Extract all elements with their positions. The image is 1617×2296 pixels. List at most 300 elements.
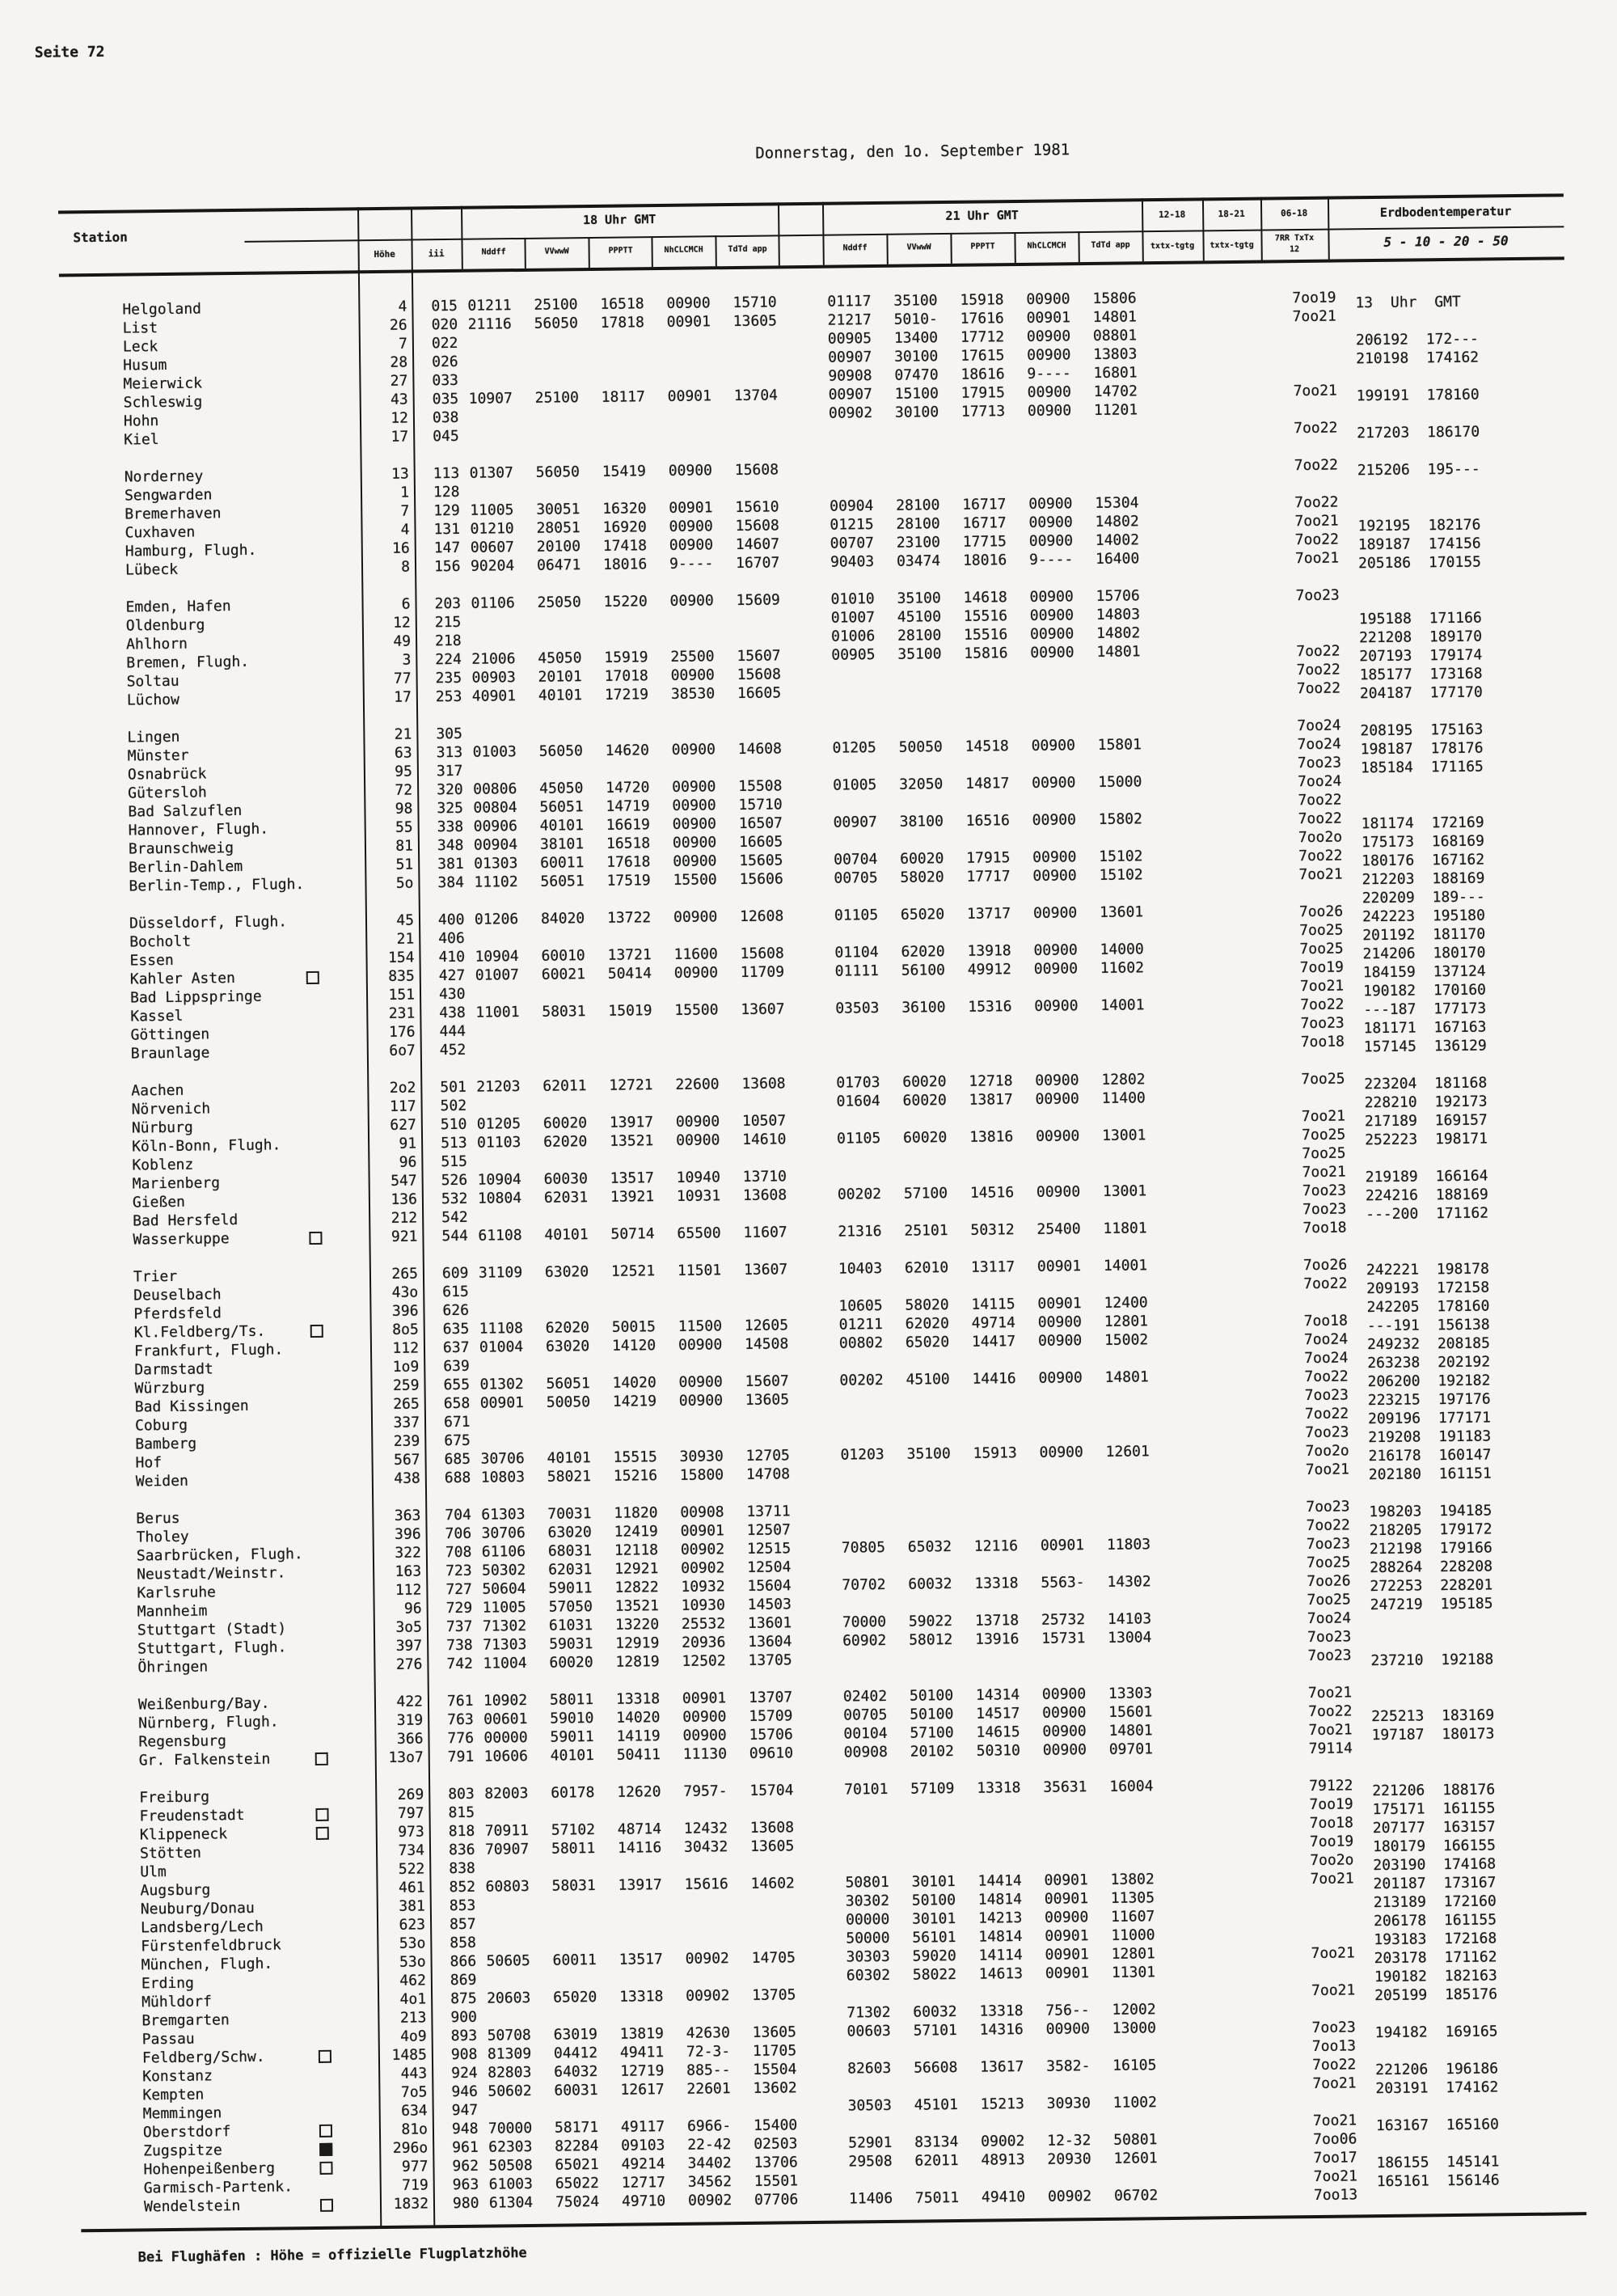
station-index: 815 [448, 1803, 475, 1822]
station-index: 348 [437, 836, 464, 855]
station-height: 1832 [393, 2195, 429, 2213]
precip-maxtemp-group: 7oo18 [1303, 1312, 1348, 1330]
station-index: 838 [449, 1859, 475, 1878]
soil-temperature: 205186 170155 [1357, 553, 1482, 573]
obs-18utc: 10804 62031 13921 10931 13608 [477, 1186, 787, 1207]
station-height: 797 [397, 1804, 424, 1822]
obs-21utc: 90403 03474 18016 9---- 16400 [830, 550, 1140, 571]
station-name: Nürnberg, Flugh. [138, 1713, 279, 1732]
station-name: Stuttgart, Flugh. [137, 1638, 287, 1658]
station-name: Osnabrück [127, 765, 207, 784]
precip-maxtemp-group: 7oo22 [1296, 679, 1341, 698]
obs-21utc: 01604 60020 13817 00900 11400 [836, 1089, 1146, 1110]
obs-21utc: 00000 30101 14213 00900 11607 [845, 1908, 1155, 1929]
station-name: Deuselbach [133, 1286, 222, 1304]
station-index: 156 [433, 557, 461, 576]
station-height: 422 [396, 1693, 424, 1710]
col-18-21-label: 18-21 [1218, 208, 1245, 220]
station-name: Münster [127, 746, 189, 765]
station-index: 836 [448, 1841, 475, 1859]
station-index: 427 [438, 966, 466, 985]
soil-temperature: 180176 167162 [1362, 851, 1485, 870]
obs-21utc: 00907 15100 17915 00900 14702 [828, 383, 1138, 404]
soil-temperature: 175173 168169 [1361, 832, 1484, 852]
precip-maxtemp-group: 7oo21 [1305, 1461, 1350, 1479]
obs-18utc: 61003 65022 12717 34562 15501 [488, 2172, 799, 2193]
station-index: 513 [441, 1134, 467, 1152]
precip-maxtemp-group: 7oo23 [1305, 1423, 1349, 1442]
obs-21utc: 03503 36100 15316 00900 14001 [835, 996, 1145, 1017]
station-name: Gießen [132, 1193, 186, 1211]
station-index: 501 [440, 1078, 467, 1097]
station-height: 17 [391, 428, 409, 446]
obs-21utc: 01105 65020 13717 00900 13601 [834, 903, 1144, 924]
station-name: Erding [141, 1974, 195, 1993]
obs-18utc: 10803 58021 15216 15800 14708 [480, 1465, 791, 1486]
station-name: Neuburg/Donau [140, 1899, 255, 1918]
station-index: 020 [431, 315, 458, 334]
obs-18utc: 00903 20101 17018 00900 15608 [471, 666, 781, 687]
obs-18utc: 40901 40101 17219 38530 16605 [471, 684, 782, 705]
station-index: 502 [440, 1097, 467, 1115]
soil-temperature: 225213 183169 [1371, 1706, 1495, 1726]
station-name: Würzburg [134, 1379, 205, 1397]
precip-maxtemp-group: 7oo23 [1297, 754, 1342, 772]
station-name: Braunschweig [128, 839, 234, 858]
station-index: 763 [447, 1710, 474, 1729]
obs-18utc: 00601 59010 14020 00900 15709 [483, 1707, 793, 1728]
soil-temperature: 186155 145141 [1376, 2153, 1500, 2172]
station-name: Kahler Asten [129, 970, 235, 988]
station-name: Mühldorf [141, 1993, 212, 2011]
precip-maxtemp-group: 7oo06 [1313, 2130, 1357, 2148]
weather-observation-table [58, 193, 1564, 2216]
station-name: Kl.Feldberg/Ts. [133, 1322, 266, 1342]
precip-maxtemp-group: 7oo19 [1309, 1833, 1354, 1851]
station-index: 253 [435, 687, 462, 706]
precip-maxtemp-group: 7oo22 [1304, 1368, 1349, 1386]
precip-maxtemp-group: 7oo23 [1304, 1386, 1349, 1405]
sub-ppptt-18: PPPTT [608, 246, 633, 256]
obs-18utc: 61304 75024 49710 00902 07706 [488, 2191, 799, 2212]
precip-maxtemp-group: 79114 [1308, 1740, 1353, 1758]
precip-maxtemp-group: 7oo21 [1302, 1163, 1346, 1182]
station-name: Stuttgart (Stadt) [137, 1620, 287, 1639]
station-height: 7 [400, 502, 410, 520]
station-index: 866 [450, 1952, 477, 1971]
soil-temperature: 263238 202192 [1367, 1353, 1491, 1372]
erdboden-depths-label: 5 - 10 - 20 - 50 [1383, 233, 1509, 250]
header-rule-21end [1142, 198, 1144, 261]
soil-temperature: 207193 179174 [1359, 646, 1483, 666]
precip-maxtemp-group: 7oo2o [1310, 1851, 1354, 1870]
station-marker-square-icon [306, 971, 319, 984]
precip-maxtemp-group: 7oo19 [1309, 1795, 1353, 1814]
precip-maxtemp-group: 7oo21 [1313, 2167, 1357, 2185]
station-name: Kassel [130, 1007, 184, 1025]
obs-21utc: 30503 45101 15213 30930 11002 [847, 2094, 1158, 2115]
obs-18utc: 70907 58011 14116 30432 13605 [484, 1837, 795, 1858]
station-index: 542 [441, 1208, 468, 1227]
station-height: 16 [391, 539, 410, 557]
precip-maxtemp-group: 7oo22 [1312, 2056, 1357, 2074]
station-index: 224 [435, 650, 462, 669]
soil-temperature: 212203 188169 [1362, 869, 1485, 889]
station-name: Lübeck [125, 560, 179, 579]
precip-maxtemp-group: 7oo25 [1301, 1126, 1346, 1144]
precip-maxtemp-group: 7oo22 [1300, 996, 1345, 1014]
station-height: 461 [398, 1879, 425, 1896]
obs-18utc: 00804 56051 14719 00900 15710 [473, 796, 783, 817]
precip-maxtemp-group: 7oo21 [1307, 1684, 1353, 1702]
station-height: 17 [394, 688, 412, 706]
station-index: 671 [443, 1413, 471, 1431]
soil-temperature: 206200 192182 [1367, 1372, 1491, 1391]
precip-maxtemp-group: 7oo23 [1307, 1647, 1352, 1665]
group-18utc-label: 18 Uhr GMT [582, 212, 657, 228]
soil-temperature: 157145 136129 [1363, 1037, 1487, 1056]
obs-21utc: 01215 28100 16717 00900 14802 [830, 513, 1139, 534]
station-height: 734 [398, 1841, 425, 1859]
station-index: 852 [449, 1878, 476, 1896]
precip-maxtemp-group: 7oo23 [1311, 2019, 1356, 2037]
obs-18utc: 01307 56050 15419 00900 15608 [469, 461, 779, 482]
obs-18utc: 01302 56051 14020 00900 15607 [479, 1372, 789, 1393]
obs-18utc: 01303 60011 17618 00900 15605 [474, 852, 783, 873]
station-name: Konstanz [142, 2067, 213, 2086]
soil-temperature: 190182 170160 [1362, 981, 1487, 1000]
station-height: 337 [393, 1414, 420, 1431]
station-index: 338 [437, 818, 464, 836]
station-height: 51 [395, 856, 414, 873]
obs-21utc: 70000 59022 13718 25732 14103 [842, 1610, 1152, 1631]
station-index: 626 [442, 1301, 470, 1320]
precip-maxtemp-group: 7oo23 [1306, 1535, 1351, 1554]
station-index: 658 [443, 1394, 471, 1413]
station-height: 276 [395, 1655, 423, 1673]
obs-18utc: 61108 40101 50714 65500 11607 [478, 1224, 787, 1245]
precip-maxtemp-group: 7oo17 [1313, 2149, 1357, 2167]
soil-temperature: 197187 180173 [1371, 1725, 1495, 1744]
station-index: 803 [448, 1785, 475, 1803]
station-index: 961 [452, 2138, 479, 2157]
station-name: Helgoland [122, 300, 202, 319]
table-rows [59, 284, 1586, 2217]
station-height: 151 [388, 986, 416, 1004]
obs-21utc: 00904 28100 16717 00900 15304 [830, 494, 1139, 515]
station-index: 869 [450, 1971, 477, 1989]
precip-maxtemp-group: 7oo21 [1301, 1107, 1346, 1126]
obs-21utc: 21217 5010- 17616 00901 14801 [827, 308, 1137, 329]
station-name: Weiden [135, 1472, 188, 1490]
station-index: 235 [435, 669, 462, 687]
station-name: Oldenburg [125, 616, 205, 635]
station-height: 1485 [391, 2046, 428, 2064]
soil-temperature: 203191 174162 [1375, 2078, 1499, 2098]
precip-maxtemp-group: 7oo24 [1303, 1330, 1349, 1349]
station-height: 112 [392, 1339, 420, 1357]
obs-18utc: 50605 60011 13517 00902 14705 [486, 1949, 796, 1970]
station-index: 962 [452, 2157, 479, 2175]
station-height: 634 [401, 2102, 428, 2120]
station-index: 875 [450, 1989, 477, 2008]
station-height: 63 [394, 744, 412, 762]
station-name: Mannheim [137, 1602, 208, 1621]
obs-18utc: 11005 57050 13521 10930 14503 [482, 1596, 792, 1617]
station-name: München, Flugh. [141, 1955, 273, 1974]
station-height: 53o [399, 1934, 426, 1952]
precip-maxtemp-group: 7oo25 [1307, 1591, 1351, 1609]
soil-temperature: 185184 171165 [1360, 758, 1484, 777]
soil-temperature: 219208 191183 [1368, 1427, 1492, 1447]
precip-maxtemp-group: 7oo23 [1295, 586, 1340, 605]
precip-maxtemp-group: 7oo13 [1313, 2186, 1358, 2204]
precip-maxtemp-group: 7oo21 [1311, 1981, 1356, 2000]
station-marker-square-icon [320, 2199, 333, 2212]
group-21utc-label: 21 Uhr GMT [945, 207, 1019, 224]
station-height: 117 [389, 1097, 416, 1115]
obs-18utc: 82003 60178 12620 7957- 15704 [484, 1782, 794, 1803]
precip-maxtemp-group: 7oo25 [1299, 940, 1344, 958]
obs-21utc: 00705 58020 17717 00900 15102 [834, 866, 1143, 887]
obs-21utc: 01104 62020 13918 00900 14000 [834, 941, 1144, 962]
obs-18utc: 10907 25100 18117 00901 13704 [468, 387, 779, 408]
station-height: 45 [396, 911, 415, 929]
soil-temperature: 204187 177170 [1359, 683, 1483, 703]
soil-temperature: 217189 169157 [1364, 1111, 1488, 1131]
station-height: 381 [399, 1897, 425, 1915]
station-name: Sengwarden [124, 486, 213, 505]
station-name: Bad Kissingen [134, 1397, 249, 1416]
obs-18utc: 00904 38101 16518 00900 16605 [473, 833, 783, 854]
sub-nddff-21: Nddff [842, 243, 868, 253]
station-name: Lingen [127, 728, 180, 746]
precip-maxtemp-group: 7oo21 [1311, 1944, 1355, 1963]
station-name: Lüchow [126, 691, 180, 709]
header-bottom-rule [59, 256, 1564, 277]
station-name: Bad Salzuflen [128, 801, 243, 821]
station-name: Klippeneck [139, 1825, 228, 1844]
station-name: Norderney [124, 467, 204, 486]
station-name: Marienberg [132, 1174, 221, 1193]
date-heading: Donnerstag, den 1o. September 1981 [755, 141, 1070, 163]
station-index: 688 [444, 1469, 471, 1487]
obs-18utc: 50602 60031 12617 22601 13602 [488, 2079, 797, 2100]
obs-21utc: 01007 45100 15516 00900 14803 [830, 606, 1141, 627]
station-index: 727 [445, 1580, 473, 1599]
station-height: 322 [395, 1544, 421, 1562]
station-name: Wendelstein [143, 2197, 241, 2216]
obs-18utc: 81309 04412 49411 72-3- 11705 [487, 2042, 797, 2063]
station-name: Hohenpeißenberg [143, 2159, 276, 2179]
station-name: Oberstdorf [142, 2123, 231, 2142]
station-index: 510 [440, 1115, 467, 1134]
obs-18utc: 90204 06471 18016 9---- 16707 [470, 554, 780, 575]
station-index: 948 [451, 2120, 479, 2138]
obs-18utc: 62303 82284 09103 22-42 02503 [488, 2135, 798, 2156]
soil-temperature: 192195 182176 [1357, 516, 1481, 535]
obs-21utc: 60302 58022 14613 00901 11301 [846, 1964, 1156, 1985]
station-height: 8o5 [392, 1321, 419, 1338]
station-index: 857 [449, 1915, 476, 1934]
station-index: 818 [448, 1822, 475, 1841]
station-index: 980 [452, 2194, 479, 2213]
station-name: Freudenstadt [139, 1806, 245, 1825]
soil-temperature: 223215 197176 [1367, 1390, 1491, 1410]
obs-18utc: 11004 60020 12819 12502 13705 [483, 1651, 792, 1672]
station-height: 95 [395, 763, 413, 780]
station-index: 038 [432, 408, 459, 427]
station-name: Weißenburg/Bay. [137, 1694, 270, 1714]
obs-18utc: 00000 59011 14119 00900 15706 [483, 1726, 793, 1747]
station-index: 026 [432, 353, 458, 371]
soil-temperature: 213189 172160 [1373, 1892, 1497, 1912]
station-name: Aachen [131, 1081, 184, 1100]
obs-21utc: 00905 13400 17712 00900 08801 [827, 327, 1138, 348]
precip-maxtemp-group: 7oo21 [1299, 977, 1345, 996]
precip-maxtemp-group: 7oo23 [1300, 1014, 1345, 1033]
station-name: Zugspitze [143, 2142, 222, 2160]
precip-maxtemp-group: 7oo26 [1302, 1256, 1348, 1275]
station-name: Braunlage [130, 1044, 210, 1063]
obs-21utc: 01203 35100 15913 00900 12601 [840, 1443, 1150, 1464]
obs-18utc: 50708 63019 13819 42630 13605 [487, 2023, 797, 2044]
station-index: 908 [450, 2045, 478, 2064]
station-index: 410 [438, 948, 466, 966]
soil-temperature: 242223 195180 [1362, 907, 1486, 926]
station-height: 212 [391, 1209, 418, 1227]
obs-21utc: 50000 56101 14814 00901 11000 [846, 1926, 1155, 1947]
station-height: 6o7 [389, 1042, 416, 1059]
col-erdboden-label: Erdbodentemperatur [1379, 204, 1512, 220]
obs-18utc: 00806 45050 14720 00900 15508 [473, 777, 783, 798]
station-index: 704 [445, 1506, 471, 1524]
station-height: 136 [391, 1190, 418, 1208]
station-height: 719 [402, 2176, 429, 2194]
obs-21utc: 00905 35100 15816 00900 14801 [831, 643, 1141, 664]
obs-21utc: 30302 50100 14814 00901 11305 [845, 1889, 1155, 1910]
station-index: 147 [433, 539, 461, 557]
station-index: 033 [432, 371, 459, 390]
station-name: Koblenz [132, 1156, 194, 1174]
station-height: 1o9 [392, 1358, 420, 1376]
station-index: 035 [432, 390, 459, 408]
precip-maxtemp-group: 7oo2o [1305, 1442, 1349, 1461]
precip-maxtemp-group: 7oo22 [1294, 493, 1339, 512]
obs-21utc: 29508 62011 48913 20930 12601 [848, 2150, 1158, 2171]
soil-temperature: 180179 166155 [1372, 1837, 1497, 1856]
obs-21utc: 01205 50050 14518 00900 15801 [832, 736, 1142, 757]
soil-temperature: 216178 160147 [1368, 1446, 1492, 1465]
station-name: Kiel [124, 431, 159, 449]
station-height: 567 [393, 1451, 420, 1469]
obs-18utc: 30706 63020 12419 00901 12507 [481, 1521, 791, 1542]
station-height: 96 [403, 1600, 422, 1617]
soil-temperature: 201187 173167 [1373, 1874, 1497, 1893]
soil-temperature: 218205 179172 [1369, 1520, 1492, 1540]
obs-21utc: 01105 60020 13816 00900 13001 [836, 1127, 1146, 1148]
station-index: 729 [445, 1599, 473, 1617]
station-height: 522 [398, 1860, 425, 1878]
station-name: Passau [141, 2030, 195, 2049]
station-name: Husum [123, 356, 167, 374]
station-name: Hof [135, 1454, 163, 1472]
precip-maxtemp-group: 7oo22 [1294, 531, 1340, 549]
obs-21utc: 10403 62010 13117 00901 14001 [838, 1257, 1148, 1278]
obs-21utc: 00907 38100 16516 00900 15802 [833, 810, 1143, 831]
precip-maxtemp-group: 7oo21 [1293, 382, 1337, 400]
station-name: Schleswig [123, 393, 203, 412]
station-name: Essen [129, 951, 174, 970]
precip-maxtemp-group: 7oo25 [1299, 921, 1344, 940]
station-index: 655 [443, 1376, 471, 1394]
station-name: Bremgarten [141, 2011, 230, 2030]
soil-temperature: 221206 196186 [1375, 2060, 1499, 2079]
obs-21utc: 70702 60032 13318 5563- 14302 [842, 1573, 1151, 1594]
station-name: Augsburg [140, 1881, 211, 1900]
station-height: 28 [390, 353, 408, 371]
station-height: 176 [388, 1023, 416, 1041]
station-height: 81o [401, 2121, 429, 2138]
station-name: Berus [136, 1509, 180, 1528]
obs-18utc: 01003 56050 14620 00900 14608 [472, 740, 783, 761]
obs-18utc: 10904 60010 13721 11600 15608 [475, 945, 784, 966]
station-index: 609 [441, 1264, 469, 1283]
station-height: 4o9 [400, 2027, 427, 2045]
obs-18utc: 00906 40101 16619 00900 16507 [473, 814, 783, 835]
obs-21utc: 01006 28100 15516 00900 14802 [830, 624, 1141, 645]
obs-21utc: 00705 50100 14517 00900 15601 [843, 1703, 1153, 1724]
station-height: 213 [399, 2009, 427, 2027]
station-height: 55 [395, 818, 413, 836]
station-index: 438 [439, 1004, 466, 1022]
precip-maxtemp-group: 7oo21 [1312, 2074, 1357, 2093]
station-index: 515 [441, 1152, 468, 1171]
sub-vvwww-18: VVwwW [544, 247, 569, 256]
obs-21utc: 00202 57100 14516 00900 13001 [837, 1182, 1147, 1203]
sub-ppptt-21: PPPTT [970, 242, 995, 252]
station-index: 924 [451, 2064, 478, 2082]
obs-18utc: 11005 30051 16320 00901 15610 [470, 498, 779, 519]
formula-18-21: txtx-tgtg [1210, 240, 1254, 251]
soil-temperature: 272253 228201 [1370, 1576, 1493, 1596]
obs-18utc: 01004 63020 14120 00900 14508 [479, 1335, 789, 1356]
obs-18utc: 61106 68031 12118 00902 12515 [481, 1540, 792, 1561]
soil-temperature: 252223 198171 [1365, 1130, 1488, 1149]
station-name: Landsberg/Lech [140, 1918, 264, 1937]
station-height: 43 [390, 391, 408, 408]
station-name: Darmstadt [134, 1360, 213, 1379]
precip-maxtemp-group: 79122 [1309, 1777, 1353, 1795]
station-name: Hohn [123, 412, 159, 430]
soil-temperature: ---191 156138 [1366, 1316, 1490, 1335]
station-index: 305 [436, 725, 463, 743]
station-name: Gr. Falkenstein [138, 1750, 271, 1770]
soil-temperature: 221206 188176 [1372, 1781, 1496, 1800]
obs-21utc: 00202 45100 14416 00900 14801 [839, 1368, 1149, 1389]
precip-maxtemp-group: 7oo21 [1294, 512, 1339, 531]
precip-maxtemp-group: 7oo22 [1303, 1275, 1348, 1293]
station-height: 6 [401, 595, 411, 613]
obs-18utc: 01106 25050 15220 00900 15609 [471, 591, 780, 612]
station-index: 526 [441, 1171, 468, 1190]
precip-maxtemp-group: 7oo25 [1306, 1554, 1351, 1572]
station-index: 737 [445, 1617, 473, 1636]
station-name: Karlsruhe [137, 1584, 217, 1602]
station-height: 96 [399, 1153, 417, 1171]
station-name: Ahlhorn [125, 635, 188, 653]
soil-temperature: 193183 172168 [1374, 1930, 1497, 1949]
